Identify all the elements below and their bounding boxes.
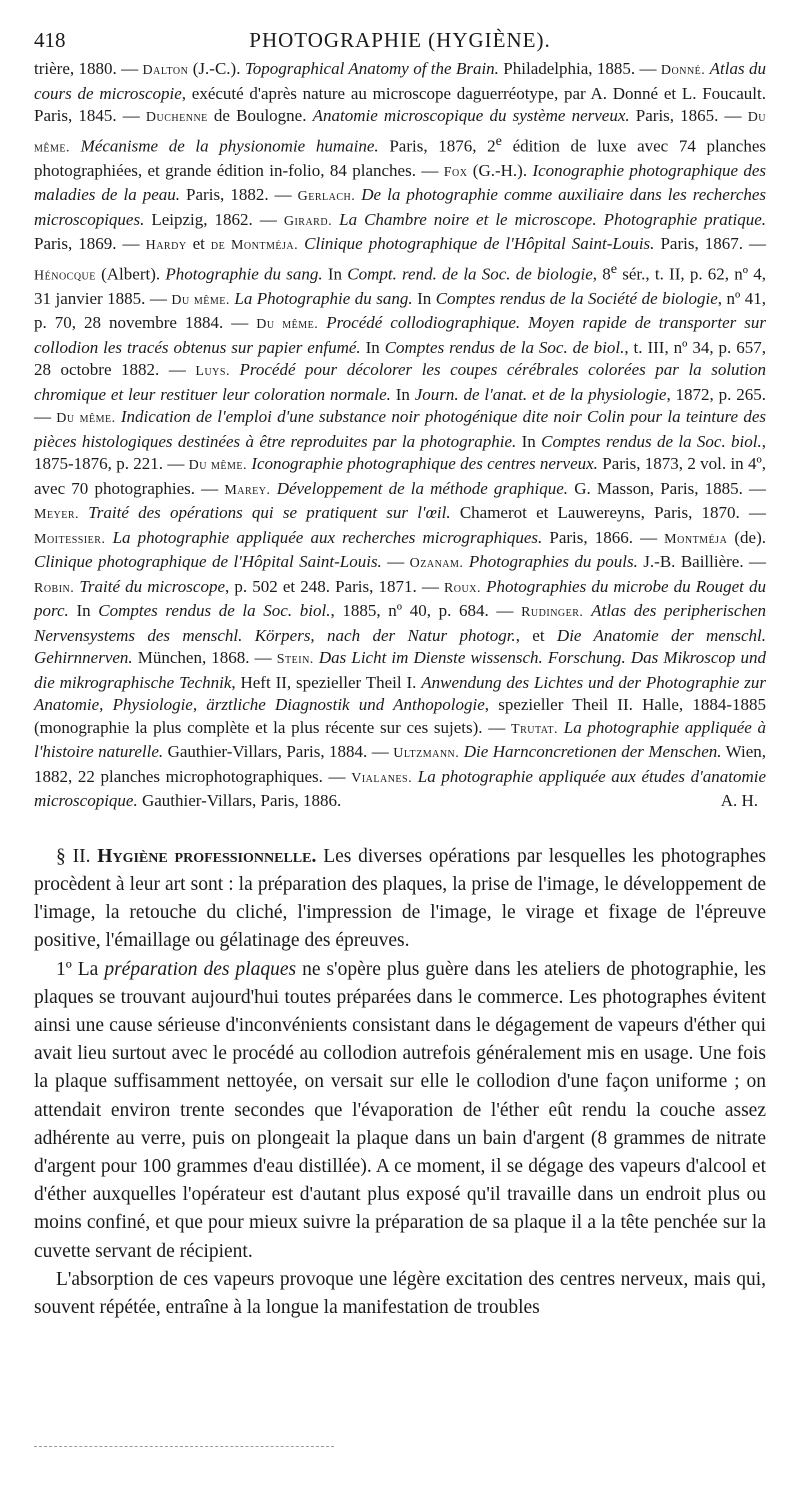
page-number: 418 (34, 28, 66, 52)
running-title: PHOTOGRAPHIE (HYGIÈNE). (249, 28, 551, 52)
paragraph-term: préparation des plaques (104, 958, 297, 980)
section-intro-text: Les diverses opérations par lesquelles les photographes procèdent à leur art sont : la préparation des plaques, la prise de l'image, le développement de l'image, la retouche du cliché, l'impression de l'image, le virage et fixage de l'épreuve positive, l'émaillage ou gélatinage des épreuves. (34, 845, 767, 952)
book-page (34, 22, 766, 1322)
page-header (34, 22, 766, 56)
section-intro-paragraph (34, 843, 766, 956)
footer-rule (34, 1446, 334, 1447)
section-hygiene (34, 843, 766, 1322)
paragraph-absorption (34, 1266, 766, 1322)
paragraph-number: 1º La (56, 958, 99, 980)
bibliography-block: trière, 1880. — Dalton (J.-C.). Topographical Anatomy of the Brain. Philadelphia, 1885. — Donné. Atlas du cours de microscopie, exécuté d'après nature au microscope daguerréotype, par A. Donné et L. Foucault. Paris, 1845. — Duchenne de Boulogne. Anatomie microscopique du système nerveux. Paris, 1865. — Du même. Mécanisme de la physionomie humaine. Paris, 1876, 2e édition de luxe avec 74 planches photographiées, et grande édition in-folio, 84 planches. — Fox (G.-H.). Iconographie photographique des maladies de la peau. Paris, 1882. — Gerlach. De la photographie comme auxiliaire dans les recherches microscopiques. Leipzig, 1862. — Girard. La Chambre noire et le microscope. Photographie pratique. Paris, 1869. — Hardy et de Montméja. Clinique photographique de l'Hôpital Saint-Louis. Paris, 1867. — Hénocque (Albert). Photographie du sang. In Compt. rend. de la Soc. de biologie, 8e sér., t. II, p. 62, nº 4, 31 janvier 1885. — Du même. La Photographie du sang. In Comptes rendus de la Société de biologie, nº 41, p. 70, 28 novembre 1884. — Du même. Procédé collodiographique. Moyen rapide de transporter sur collodion les tracés obtenus sur papier enfumé. In Comptes rendus de la Soc. de biol., t. III, nº 34, p. 657, 28 octobre 1882. — Luys. Procédé pour décolorer les coupes cérébrales colorées par la solution chromique et leur restituer leur coloration normale. In Journ. de l'anat. et de la physiologie, 1872, p. 265. — Du même. Indication de l'emploi d'une substance noir photogénique dite noir Colin pour la teinture des pièces histologiques destinées à être reproduites par la photographie. In Comptes rendus de la Soc. biol., 1875-1876, p. 221. — Du même. Iconographie photographique des centres nerveux. Paris, 1873, 2 vol. in 4º, avec 70 photographies. — Marey. Développement de la méthode graphique. G. Masson, Paris, 1885. — Meyer. Traité des opérations qui se pratiquent sur l'œil. Chamerot et Lauwereyns, Paris, 1870. — Moitessier. La photographie appliquée aux recherches micrographiques. Paris, 1866. — Montméja (de). Clinique photographique de l'Hôpital Saint-Louis. — Ozanam. Photographies du pouls. J.-B. Baillière. — Robin. Traité du microscope, p. 502 et 248. Paris, 1871. — Roux. Photographies du microbe du Rouget du porc. In Comptes rendus de la Soc. biol., 1885, nº 40, p. 684. — Rudinger. Atlas des peripherischen Nervensystems des menschl. Körpers, nach der Natur photogr., et Die Anatomie der menschl. Gehirnnerven. München, 1868. — Stein. Das Licht im Dienste wissensch. Forschung. Das Mikroscop und die mikrographische Technik, Heft II, spezieller Theil I. Anwendung des Lichtes und der Photographie zur Anatomie, Physiologie, ärztliche Diagnostik und Anthopologie, spezieller Theil II. Halle, 1884-1885 (monographie la plus complète et la plus récente sur ces sujets). — Trutat. La photographie appliquée à l'histoire naturelle. Gauthier-Villars, Paris, 1884. — Ultzmann. Die Harnconcretionen der Menschen. Wien, 1882, 22 planches microphotographiques. — Vialanes. La photographie appliquée aux études d'anatomie microscopique. Gauthier-Villars, Paris, 1886. A. H. (34, 58, 766, 813)
author-signature: A. H. (720, 791, 758, 811)
paragraph-text: L'absorption de ces vapeurs provoque une légère excitation des centres nerveux, mais qui, souvent répétée, entraîne à la longue la manifestation de troubles (34, 1268, 766, 1319)
paragraph-plates (34, 956, 766, 1266)
section-mark: § II. (56, 845, 91, 867)
section-heading: Hygiène professionnelle. (97, 845, 317, 867)
paragraph-text: ne s'opère plus guère dans les ateliers de photographie, les plaques se trouvant aujourd'hui toutes préparées dans le commerce. Les photographes évitent ainsi une cause sérieuse d'inconvénients consistant dans le dégagement de vapeurs d'éther qui avait lieu surtout avec le procédé au collodion autrefois généralement mis en usage. Une fois la plaque suffisamment nettoyée, on versait sur elle le collodion d'une façon uniforme ; on attendait environ trente secondes que l'évaporation de l'éther eût rendu la couche assez adhérente au verre, puis on plongeait la plaque dans un bain d'argent (8 grammes de nitrate d'argent pour 100 grammes d'eau distillée). A ce moment, il se dégage des vapeurs d'alcool et d'éther auxquelles l'opérateur est d'autant plus exposé qu'il travaille dans un endroit plus ou moins confiné, et que pour mieux suivre la préparation de sa plaque il a la tête penchée sur la cuvette servant de récipient. (34, 958, 767, 1262)
